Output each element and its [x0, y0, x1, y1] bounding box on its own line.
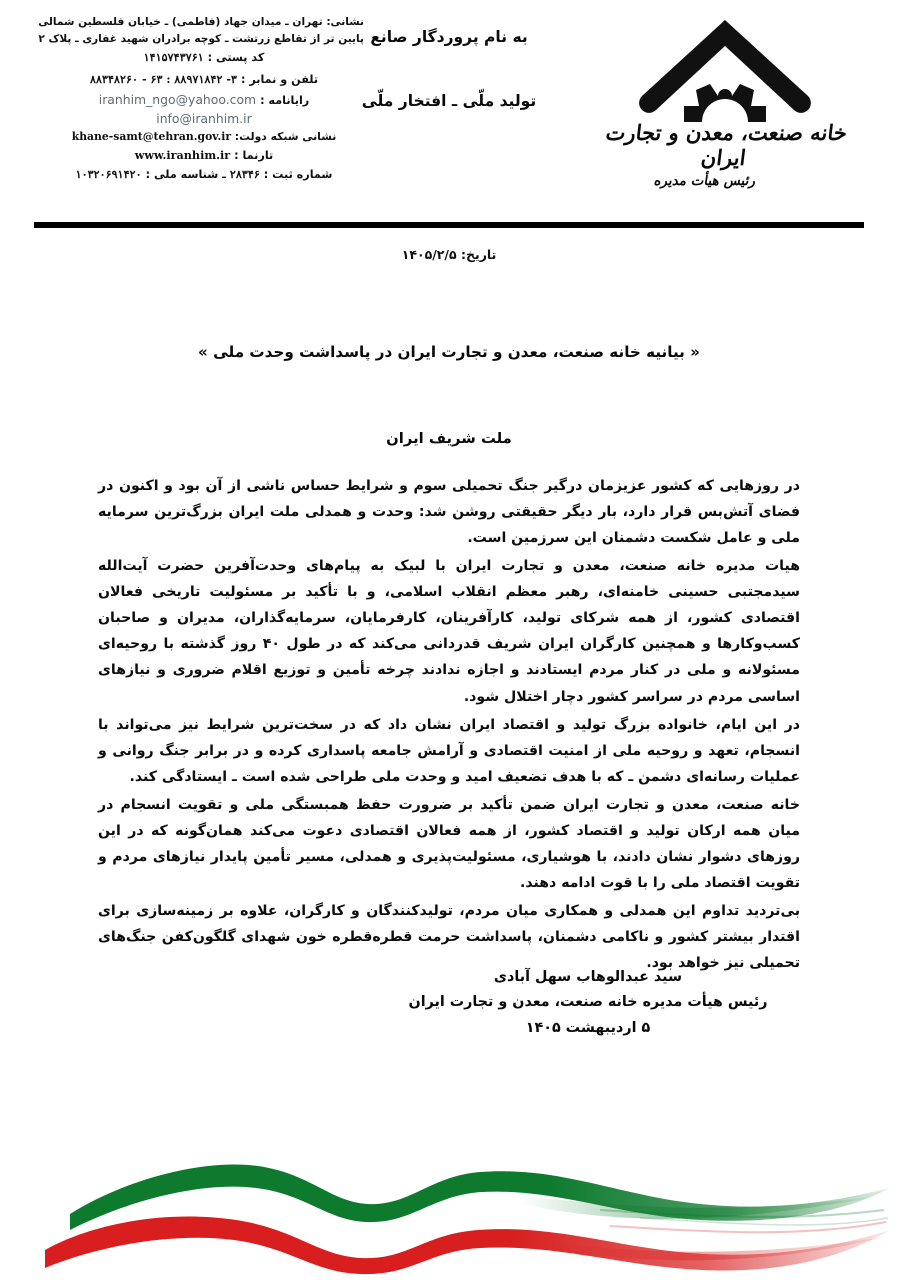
document-date: تاریخ: ۱۴۰۵/۲/۵	[401, 247, 497, 262]
national-id-label: ـ شناسه ملی :	[145, 167, 226, 181]
gov-network-value[interactable]: khane-samt@tehran.gov.ir	[71, 130, 232, 144]
postal-code-value: ۱۴۱۵۷۴۳۷۶۱	[143, 50, 204, 65]
ribbon-red-stroke	[45, 1217, 890, 1275]
gov-network-label: نشانی شبکه دولت:	[234, 130, 337, 144]
signatory-role: رئیس هیأت مدیره خانه صنعت، معدن و تجارت ایران	[408, 994, 768, 1011]
phone-label: تلفن و نمابر :	[240, 73, 319, 87]
registration-line	[44, 165, 364, 184]
iran-flag-ribbon	[0, 1126, 898, 1276]
national-id-value: ۱۰۳۲۰۶۹۱۴۲۰	[75, 166, 142, 181]
invocation-line: به نام پروردگار صانع	[370, 28, 528, 46]
header-divider	[34, 222, 864, 228]
organization-name: خانه صنعت، معدن و تجارت ایران	[604, 120, 849, 170]
organization-role: رئیس هیأت مدیره	[652, 173, 758, 189]
address-line-1: نشانی: تهران ـ میدان جهاد (فاطمی) ـ خیابان فلسطین شمالی	[38, 16, 364, 28]
phone-value: ۸۸۳۴۸۲۶۰ - ۶۳ : ۸۸۹۷۱۸۴۲ -۳	[89, 72, 238, 87]
email-value-2[interactable]: info@iranhim.ir	[156, 110, 252, 126]
logo-block	[590, 10, 860, 189]
postal-code-label: کد پستی :	[207, 51, 265, 65]
website-line[interactable]	[44, 146, 364, 165]
email-value[interactable]: iranhim_ngo@yahoo.com	[98, 91, 257, 107]
salutation: ملت شریف ایران	[386, 430, 512, 447]
gov-network-line[interactable]	[44, 128, 364, 145]
website-label: تارنما :	[234, 148, 274, 162]
body-paragraph: در این ایام، خانواده بزرگ تولید و اقتصاد ایران نشان داد که در سخت‌ترین شرایط نیز می‌تواند با انسجام، تعهد و روحیه ملی از امنیت اقتصادی و آرامش جامعه پاسداری کرده و در برابر جنگ روانی و عملیات رسانه‌ای دشمن ـ که با هدف تضعیف امید و وحدت ملی طراحی شده است ـ ایستادگی کند.	[98, 716, 800, 785]
signatory-name: سید عبدالوهاب سهل آبادی	[493, 969, 683, 985]
registration-value: ۲۸۳۴۶	[229, 166, 260, 181]
signature-block	[398, 965, 778, 1041]
letterhead	[0, 0, 898, 212]
email-line-2[interactable]	[44, 109, 364, 128]
body-paragraph: در روزهایی که کشور عزیزمان درگیر جنگ تحمیلی سوم و شرایط حساس ناشی از آن بود و اکنون در فضای آتش‌بس قرار دارد، بار دیگر حقیقتی روشن شد: وحدت و همدلی ملت ایران بزرگ‌ترین سرمایه ملی و عامل شکست دشمنان این سرزمین است.	[98, 478, 800, 547]
body-paragraph: خانه صنعت، معدن و تجارت ایران ضمن تأکید بر ضرورت حفظ همبستگی ملی و تقویت انسجام در میان همه ارکان تولید و اقتصاد کشور، از همه فعالان اقتصادی دعوت می‌کند همان‌گونه که در این روزهای دشوار نشان دادند، با هوشیاری، مسئولیت‌پذیری و همدلی، مسیر تأمین پایدار نیازهای مردم و تقویت اقتصاد ملی را با قوت ادامه دهند.	[98, 796, 800, 891]
website-value[interactable]: www.iranhim.ir	[134, 147, 231, 162]
email-label: رایانامه :	[260, 93, 310, 107]
body-paragraph: هیات مدیره خانه صنعت، معدن و تجارت ایران با لبیک به پیام‌های وحدت‌آفرین حضرت آیت‌الله سیدمجتبی حسینی خامنه‌ای، رهبر معظم انقلاب اسلامی، و با تأکید بر مسئولیت تاریخی فعالان اقتصادی کشور، از همه شرکای تولید، کارآفرینان، کارفرمایان، سرمایه‌گذاران، مدیران و صاحبان کسب‌وکارها و همچنین کارگران ایران شریف قدردانی می‌کند که در طول ۴۰ روز گذشته با روحیه‌ای مسئولانه و ملی در کنار مردم ایستادند و اجازه ندادند چرخه تأمین و توزیع اقلام ضروری و نیازهای اساسی مردم در سراسر کشور دچار اختلال شود.	[98, 558, 800, 705]
body-paragraph: بی‌تردید تداوم این همدلی و همکاری میان مردم، تولیدکنندگان و کارگران، علاوه بر زمینه‌سازی برای اقتدار بیشتر کشور و ناکامی دشمنان، پاسداشت حرمت قطره‌قطره خون شهدای گلگون‌کفن جنگ‌های تحمیلی نیز خواهد بود.	[98, 903, 800, 972]
address-line-2: پایین تر از تقاطع زرتشت ـ کوچه برادران شهید غفاری ـ پلاک ۲	[38, 33, 364, 46]
signature-date: ۵ اردیبهشت ۱۴۰۵	[525, 1019, 651, 1036]
national-slogan-line: تولید ملّی ـ افتخار ملّی	[361, 92, 537, 110]
motto-block	[299, 28, 599, 110]
document-title: « بیانیه خانه صنعت، معدن و تجارت ایران در پاسداشت وحدت ملی »	[198, 343, 700, 361]
document-body	[98, 430, 800, 978]
registration-label: شماره ثبت :	[263, 167, 333, 181]
house-gear-logo-icon	[630, 10, 820, 122]
